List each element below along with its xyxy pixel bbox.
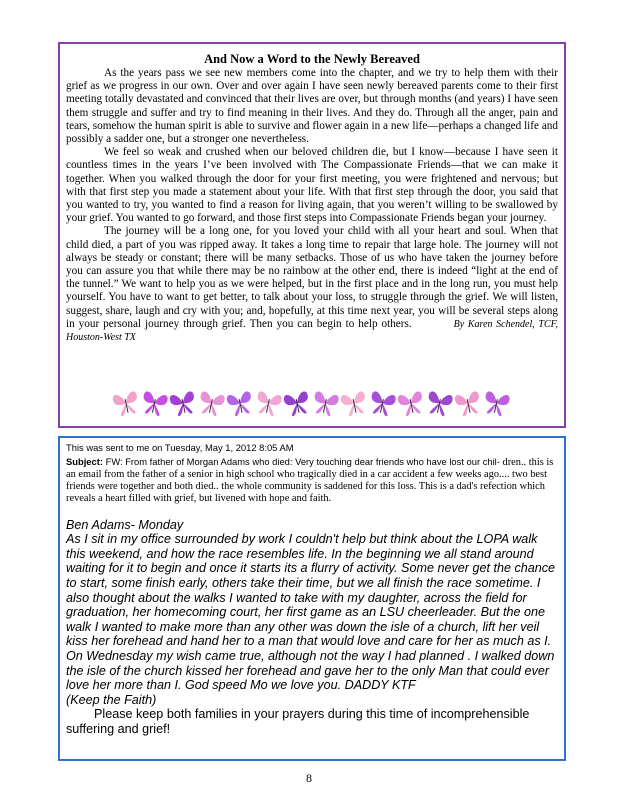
letter-paragraph-2: On Wednesday my wish came true, although not the way I had planned . I walked down the isle of the church kissed her forehead and gave her to the only Man that could ever love her more than I. God speed Mo we love you. DADDY KTF bbox=[66, 649, 555, 693]
article-paragraph-3 bbox=[66, 225, 558, 344]
letter-heading: Ben Adams- Monday bbox=[66, 517, 184, 532]
article-byline: By Karen Schendel, TCF, Houston-West TX bbox=[66, 318, 558, 344]
subject-label: Subject: bbox=[66, 455, 103, 467]
butterfly-border bbox=[112, 388, 512, 418]
butterfly-icon bbox=[169, 391, 197, 418]
article-paragraph-3-text: The journey will be a long one, for you loved your child with all your heart and soul. When that child died, a part of you was ripped away. It takes a long time to repair that large hole. The journey will not always be steady or constant; there will be many setbacks. Those of us who have taken the journey before you can assure you that while there may be no rainbow at the other end, there is indeed “light at the end of the tunnel.” We want to help you as we were helped, but in the first place and in the long run, you must help yourself. You have to want to get better, to talk about your loss, to struggle through the grief. We will listen, suggest, share, laugh and cry with you; and, hopefully, at this time next year, you will be several steps along in your personal journey through grief. Then you can begin to help others. bbox=[66, 225, 558, 330]
closing-prayer: Please keep both families in your prayers during this time of incomprehensible suffering and grief! bbox=[66, 707, 530, 736]
article-paragraph-2: We feel so weak and crushed when our beloved children die, but I know—because I have seen it countless times in the years I’ve been involved with The Compassionate Friends—that we can make it together. When you walked through the door for your first meeting, you were frightened and nervous; but with that first step you made a statement about your life. With that first step through the door, you said that you wanted to try, you wanted to find a reason for living again, that you weren’t willing to be swallowed by your grief. You wanted to go forward, and those first steps into Compassionate Friends began your journey. bbox=[66, 146, 558, 225]
email-letter-box bbox=[58, 436, 566, 761]
butterfly-icon bbox=[283, 391, 311, 418]
butterfly-icon bbox=[140, 391, 168, 418]
email-subject bbox=[66, 456, 558, 506]
letter-paragraph-3: (Keep the Faith) bbox=[66, 692, 157, 707]
butterfly-icon bbox=[112, 391, 140, 418]
bereaved-article-box bbox=[58, 42, 566, 428]
butterfly-icon bbox=[397, 391, 425, 418]
butterfly-icon bbox=[254, 391, 282, 418]
article-paragraph-1: As the years pass we see new members come into the chapter, and we try to help them with their grief as we progress in our own. Over and over again I have seen newly bereaved parents come to their first meeting totally devastated and convinced that their lives are over, but through months (and years) I have seen them struggle and suffer and try to find meaning in their lives. And they do. Through all the anger, pain and tears, somehow the human spirit is able to survive and flower again in a new life—perhaps a changed life and possibly a sadder one, but a stronger one nevertheless. bbox=[66, 67, 558, 146]
page-number: 8 bbox=[306, 771, 312, 785]
letter-paragraph-1: As I sit in my office surrounded by work I couldn't help but think about the LOPA walk this weekend, and how the race resembles life. In the beginning we all stand around waiting for it to begin and once it starts its a flurry of activity. Some never get the chance to start, some finish early, others take their time, but we all finish the race sometime. I also thought about the walks I wanted to take with my daughter, across the field for graduation, her homecoming court, her first game as an LSU cheerleader. But the one walk I wanted to make more than any other was down the isle of a church, lift her veil kiss her forehead and hand her to a man that would love and care for her as much as I. bbox=[66, 532, 556, 649]
butterfly-icon bbox=[482, 391, 510, 418]
butterfly-icon bbox=[226, 391, 254, 418]
butterfly-icon bbox=[340, 391, 368, 418]
butterfly-icon bbox=[311, 391, 339, 418]
email-sent-line: This was sent to me on Tuesday, May 1, 2012 8:05 AM bbox=[66, 442, 294, 453]
butterfly-icon bbox=[454, 391, 482, 418]
subject-body: dren.. this is an email from the father of a senior in high school who tragically died in a car accident a few weeks ago.... two best friends were together and both died.. the whole community is saddened for this loss. This is a dad's refection which reveals a heart filled with grief, but livened with hope and faith. bbox=[66, 456, 554, 505]
butterfly-icon bbox=[425, 391, 453, 418]
butterfly-icon bbox=[368, 391, 396, 418]
butterfly-icon bbox=[197, 391, 225, 418]
article-title: And Now a Word to the Newly Bereaved bbox=[204, 52, 420, 66]
subject-line: FW: From father of Morgan Adams who died: Very touching dear friends who have lost our chil- bbox=[105, 455, 500, 467]
